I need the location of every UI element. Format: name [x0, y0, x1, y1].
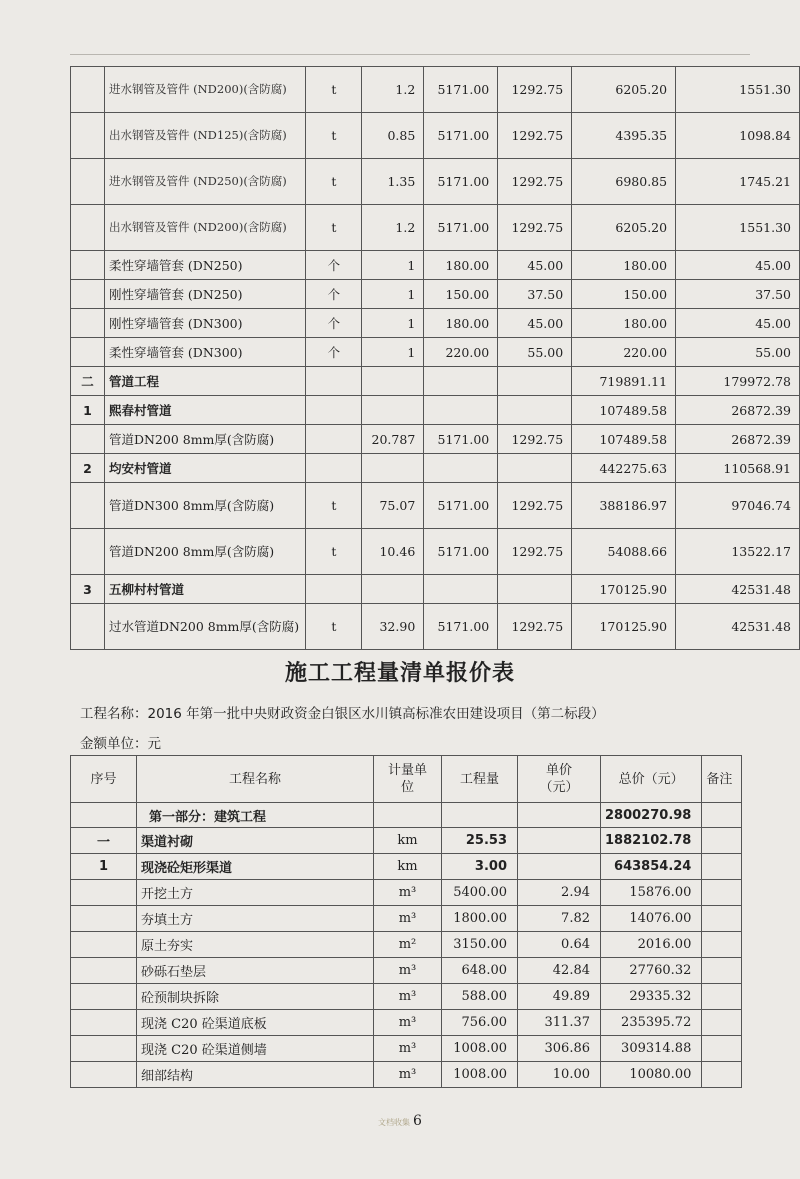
price-cell: 306.86	[518, 1036, 601, 1062]
total-cell: 643854.24	[601, 854, 702, 880]
price-cell	[498, 575, 572, 604]
unit-cell: m³	[374, 958, 442, 984]
price-cell	[424, 396, 498, 425]
row-index	[71, 205, 105, 251]
row-index: 1	[71, 854, 137, 880]
quantity-cell: 20.787	[362, 425, 424, 454]
page-title: 施工工程量清单报价表	[284, 661, 515, 686]
quantity-cell: 1008.00	[442, 1036, 518, 1062]
lower-table-region	[70, 755, 800, 1089]
page-number: 6	[413, 1113, 422, 1129]
total-cell: 10080.00	[601, 1062, 702, 1088]
item-name: 五柳村村管道	[104, 575, 305, 604]
total-cell: 150.00	[572, 280, 676, 309]
table-row	[71, 454, 800, 483]
table-row	[71, 854, 742, 880]
price-cell: 5171.00	[424, 205, 498, 251]
row-index	[71, 1036, 137, 1062]
table-row	[71, 880, 742, 906]
remark-cell	[702, 1010, 742, 1036]
price-cell: 7.82	[518, 906, 601, 932]
remark-cell	[702, 880, 742, 906]
item-name: 出水钢管及管件 (ND125)(含防腐)	[104, 113, 305, 159]
quantity-bill-table	[70, 755, 742, 1088]
row-index	[71, 803, 137, 828]
footer-label: 文档收集	[378, 1118, 411, 1127]
item-name: 渠道衬砌	[137, 828, 374, 854]
total-cell: 719891.11	[572, 367, 676, 396]
total-cell: 4395.35	[572, 113, 676, 159]
quantity-cell	[362, 396, 424, 425]
total-cell: 97046.74	[676, 483, 800, 529]
quantity-cell	[362, 575, 424, 604]
unit-cell: t	[306, 529, 362, 575]
table-row	[71, 958, 742, 984]
price-cell	[498, 367, 572, 396]
total-cell: 170125.90	[572, 575, 676, 604]
remark-cell	[702, 906, 742, 932]
price-cell: 5171.00	[424, 483, 498, 529]
row-index	[71, 159, 105, 205]
table-row	[71, 604, 800, 650]
unit-cell	[306, 575, 362, 604]
remark-cell	[702, 1062, 742, 1088]
item-name: 夯填土方	[137, 906, 374, 932]
total-cell: 14076.00	[601, 906, 702, 932]
table-row	[71, 205, 800, 251]
item-name: 砂砾石垫层	[137, 958, 374, 984]
price-cell	[498, 454, 572, 483]
row-index	[71, 309, 105, 338]
unit-cell	[306, 425, 362, 454]
price-cell: 55.00	[498, 338, 572, 367]
quantity-cell: 588.00	[442, 984, 518, 1010]
total-cell: 26872.39	[676, 396, 800, 425]
price-cell	[498, 396, 572, 425]
price-cell: 1292.75	[498, 205, 572, 251]
row-index	[71, 483, 105, 529]
total-cell: 180.00	[572, 309, 676, 338]
quantity-cell: 5400.00	[442, 880, 518, 906]
price-cell	[518, 854, 601, 880]
row-index	[71, 906, 137, 932]
price-cell: 5171.00	[424, 604, 498, 650]
unit-cell	[306, 396, 362, 425]
table-row	[71, 529, 800, 575]
quantity-cell: 648.00	[442, 958, 518, 984]
total-cell: 235395.72	[601, 1010, 702, 1036]
row-index	[71, 1010, 137, 1036]
pipe-cost-table	[70, 66, 800, 650]
price-cell	[424, 575, 498, 604]
unit-cell: t	[306, 483, 362, 529]
table-row	[71, 1062, 742, 1088]
price-cell: 180.00	[424, 251, 498, 280]
item-name: 柔性穿墙管套 (DN300)	[104, 338, 305, 367]
price-cell: 1292.75	[498, 425, 572, 454]
table-row	[71, 1010, 742, 1036]
price-cell: 45.00	[498, 251, 572, 280]
total-cell: 1551.30	[676, 67, 800, 113]
price-cell: 1292.75	[498, 604, 572, 650]
total-cell: 6205.20	[572, 205, 676, 251]
price-cell	[518, 828, 601, 854]
table-row	[71, 159, 800, 205]
unit-cell: 个	[306, 309, 362, 338]
table-row	[71, 984, 742, 1010]
total-cell: 15876.00	[601, 880, 702, 906]
total-cell: 388186.97	[572, 483, 676, 529]
price-cell: 5171.00	[424, 529, 498, 575]
total-cell: 2800270.98	[601, 803, 702, 828]
table-row	[71, 1036, 742, 1062]
total-cell: 220.00	[572, 338, 676, 367]
item-name: 第一部分：建筑工程	[137, 803, 374, 828]
item-name: 柔性穿墙管套 (DN250)	[104, 251, 305, 280]
total-cell: 179972.78	[676, 367, 800, 396]
quantity-cell: 1.2	[362, 205, 424, 251]
unit-cell: km	[374, 854, 442, 880]
quantity-cell: 25.53	[442, 828, 518, 854]
unit-cell: m³	[374, 1062, 442, 1088]
header-qty: 工程量	[442, 756, 518, 803]
item-name: 刚性穿墙管套 (DN250)	[104, 280, 305, 309]
item-name: 进水钢管及管件 (ND250)(含防腐)	[104, 159, 305, 205]
unit-cell: m³	[374, 984, 442, 1010]
header-name: 工程名称	[137, 756, 374, 803]
price-cell	[424, 454, 498, 483]
item-name: 开挖土方	[137, 880, 374, 906]
price-cell: 1292.75	[498, 483, 572, 529]
item-name: 现浇砼矩形渠道	[137, 854, 374, 880]
price-cell: 1292.75	[498, 529, 572, 575]
total-cell: 442275.63	[572, 454, 676, 483]
table-row	[71, 575, 800, 604]
total-cell: 42531.48	[676, 604, 800, 650]
total-cell: 6205.20	[572, 67, 676, 113]
quantity-cell: 1800.00	[442, 906, 518, 932]
item-name: 刚性穿墙管套 (DN300)	[104, 309, 305, 338]
total-cell: 55.00	[676, 338, 800, 367]
price-cell: 1292.75	[498, 67, 572, 113]
unit-cell: m³	[374, 906, 442, 932]
price-cell: 1292.75	[498, 159, 572, 205]
item-name: 出水钢管及管件 (ND200)(含防腐)	[104, 205, 305, 251]
unit-cell: m³	[374, 1036, 442, 1062]
total-cell: 37.50	[676, 280, 800, 309]
row-index	[71, 113, 105, 159]
quantity-cell	[362, 367, 424, 396]
quantity-cell: 1008.00	[442, 1062, 518, 1088]
unit-cell: t	[306, 604, 362, 650]
price-cell: 150.00	[424, 280, 498, 309]
price-cell: 0.64	[518, 932, 601, 958]
price-cell: 42.84	[518, 958, 601, 984]
unit-cell	[306, 367, 362, 396]
row-index	[71, 338, 105, 367]
quantity-cell: 32.90	[362, 604, 424, 650]
total-cell: 1745.21	[676, 159, 800, 205]
total-cell: 170125.90	[572, 604, 676, 650]
header-total: 总价（元）	[601, 756, 702, 803]
row-index: 二	[71, 367, 105, 396]
unit-cell: t	[306, 67, 362, 113]
table-row	[71, 309, 800, 338]
quantity-cell: 1.35	[362, 159, 424, 205]
price-cell: 49.89	[518, 984, 601, 1010]
total-cell: 6980.85	[572, 159, 676, 205]
total-cell: 27760.32	[601, 958, 702, 984]
item-name: 现浇 C20 砼渠道底板	[137, 1010, 374, 1036]
item-name: 管道工程	[104, 367, 305, 396]
table-row	[71, 425, 800, 454]
row-index	[71, 880, 137, 906]
unit-cell: 个	[306, 280, 362, 309]
unit-cell	[374, 803, 442, 828]
table-row	[71, 113, 800, 159]
remark-cell	[702, 1036, 742, 1062]
price-cell: 311.37	[518, 1010, 601, 1036]
header-rule	[70, 54, 750, 55]
quantity-cell: 0.85	[362, 113, 424, 159]
row-index	[71, 425, 105, 454]
total-cell: 1098.84	[676, 113, 800, 159]
table-row	[71, 483, 800, 529]
price-cell: 10.00	[518, 1062, 601, 1088]
quantity-cell: 10.46	[362, 529, 424, 575]
total-cell: 26872.39	[676, 425, 800, 454]
remark-cell	[702, 854, 742, 880]
table-row	[71, 932, 742, 958]
header-seq: 序号	[71, 756, 137, 803]
price-cell: 180.00	[424, 309, 498, 338]
total-cell: 29335.32	[601, 984, 702, 1010]
item-name: 管道DN300 8mm厚(含防腐)	[104, 483, 305, 529]
item-name: 管道DN200 8mm厚(含防腐)	[104, 425, 305, 454]
total-cell: 1882102.78	[601, 828, 702, 854]
project-name: 工程名称：2016 年第一批中央财政资金白银区水川镇高标准农田建设项目（第二标段）	[80, 706, 605, 722]
table-row	[71, 338, 800, 367]
row-index	[71, 984, 137, 1010]
unit-cell: m³	[374, 880, 442, 906]
quantity-cell: 1	[362, 338, 424, 367]
quantity-cell: 756.00	[442, 1010, 518, 1036]
quantity-cell: 1	[362, 309, 424, 338]
remark-cell	[702, 803, 742, 828]
quantity-cell: 1	[362, 280, 424, 309]
table-row	[71, 828, 742, 854]
quantity-cell	[362, 454, 424, 483]
table-row	[71, 367, 800, 396]
price-cell: 5171.00	[424, 67, 498, 113]
row-index	[71, 251, 105, 280]
item-name: 原土夯实	[137, 932, 374, 958]
total-cell: 45.00	[676, 309, 800, 338]
price-cell	[424, 367, 498, 396]
header-remark: 备注	[702, 756, 742, 803]
quantity-cell: 1	[362, 251, 424, 280]
total-cell: 13522.17	[676, 529, 800, 575]
table-row	[71, 396, 800, 425]
unit-cell: km	[374, 828, 442, 854]
total-cell: 1551.30	[676, 205, 800, 251]
price-cell: 5171.00	[424, 425, 498, 454]
total-cell: 45.00	[676, 251, 800, 280]
quantity-cell: 75.07	[362, 483, 424, 529]
page-footer	[0, 1113, 800, 1129]
row-index: 一	[71, 828, 137, 854]
row-index	[71, 280, 105, 309]
row-index: 3	[71, 575, 105, 604]
table-row	[71, 280, 800, 309]
table-row	[71, 251, 800, 280]
price-cell: 220.00	[424, 338, 498, 367]
row-index	[71, 67, 105, 113]
row-index	[71, 529, 105, 575]
total-cell: 110568.91	[676, 454, 800, 483]
price-cell: 2.94	[518, 880, 601, 906]
total-cell: 107489.58	[572, 396, 676, 425]
upper-table-region	[70, 66, 800, 652]
remark-cell	[702, 984, 742, 1010]
item-name: 均安村管道	[104, 454, 305, 483]
price-cell: 1292.75	[498, 113, 572, 159]
total-cell: 2016.00	[601, 932, 702, 958]
item-name: 现浇 C20 砼渠道侧墙	[137, 1036, 374, 1062]
item-name: 熙春村管道	[104, 396, 305, 425]
row-index	[71, 1062, 137, 1088]
unit-cell: 个	[306, 251, 362, 280]
header-unit: 计量单位	[374, 756, 442, 803]
total-cell: 42531.48	[676, 575, 800, 604]
row-index	[71, 932, 137, 958]
unit-cell: 个	[306, 338, 362, 367]
row-index	[71, 958, 137, 984]
price-cell: 45.00	[498, 309, 572, 338]
total-cell: 180.00	[572, 251, 676, 280]
item-name: 进水钢管及管件 (ND200)(含防腐)	[104, 67, 305, 113]
table-row	[71, 67, 800, 113]
row-index	[71, 604, 105, 650]
quantity-cell: 3.00	[442, 854, 518, 880]
unit-cell	[306, 454, 362, 483]
quantity-cell: 1.2	[362, 67, 424, 113]
total-cell: 309314.88	[601, 1036, 702, 1062]
unit-cell: t	[306, 113, 362, 159]
item-name: 管道DN200 8mm厚(含防腐)	[104, 529, 305, 575]
remark-cell	[702, 932, 742, 958]
price-cell: 5171.00	[424, 159, 498, 205]
unit-cell: t	[306, 205, 362, 251]
item-name: 砼预制块拆除	[137, 984, 374, 1010]
quantity-cell	[442, 803, 518, 828]
quantity-cell: 3150.00	[442, 932, 518, 958]
item-name: 过水管道DN200 8mm厚(含防腐)	[104, 604, 305, 650]
total-cell: 54088.66	[572, 529, 676, 575]
total-cell: 107489.58	[572, 425, 676, 454]
amount-unit: 金额单位：元	[80, 736, 161, 752]
table-header-row	[71, 756, 742, 803]
table-row	[71, 906, 742, 932]
item-name: 细部结构	[137, 1062, 374, 1088]
price-cell: 5171.00	[424, 113, 498, 159]
unit-cell: m²	[374, 932, 442, 958]
unit-cell: m³	[374, 1010, 442, 1036]
price-cell	[518, 803, 601, 828]
price-cell: 37.50	[498, 280, 572, 309]
row-index: 2	[71, 454, 105, 483]
unit-cell: t	[306, 159, 362, 205]
header-price: 单价（元）	[518, 756, 601, 803]
table-row	[71, 803, 742, 828]
remark-cell	[702, 828, 742, 854]
row-index: 1	[71, 396, 105, 425]
remark-cell	[702, 958, 742, 984]
